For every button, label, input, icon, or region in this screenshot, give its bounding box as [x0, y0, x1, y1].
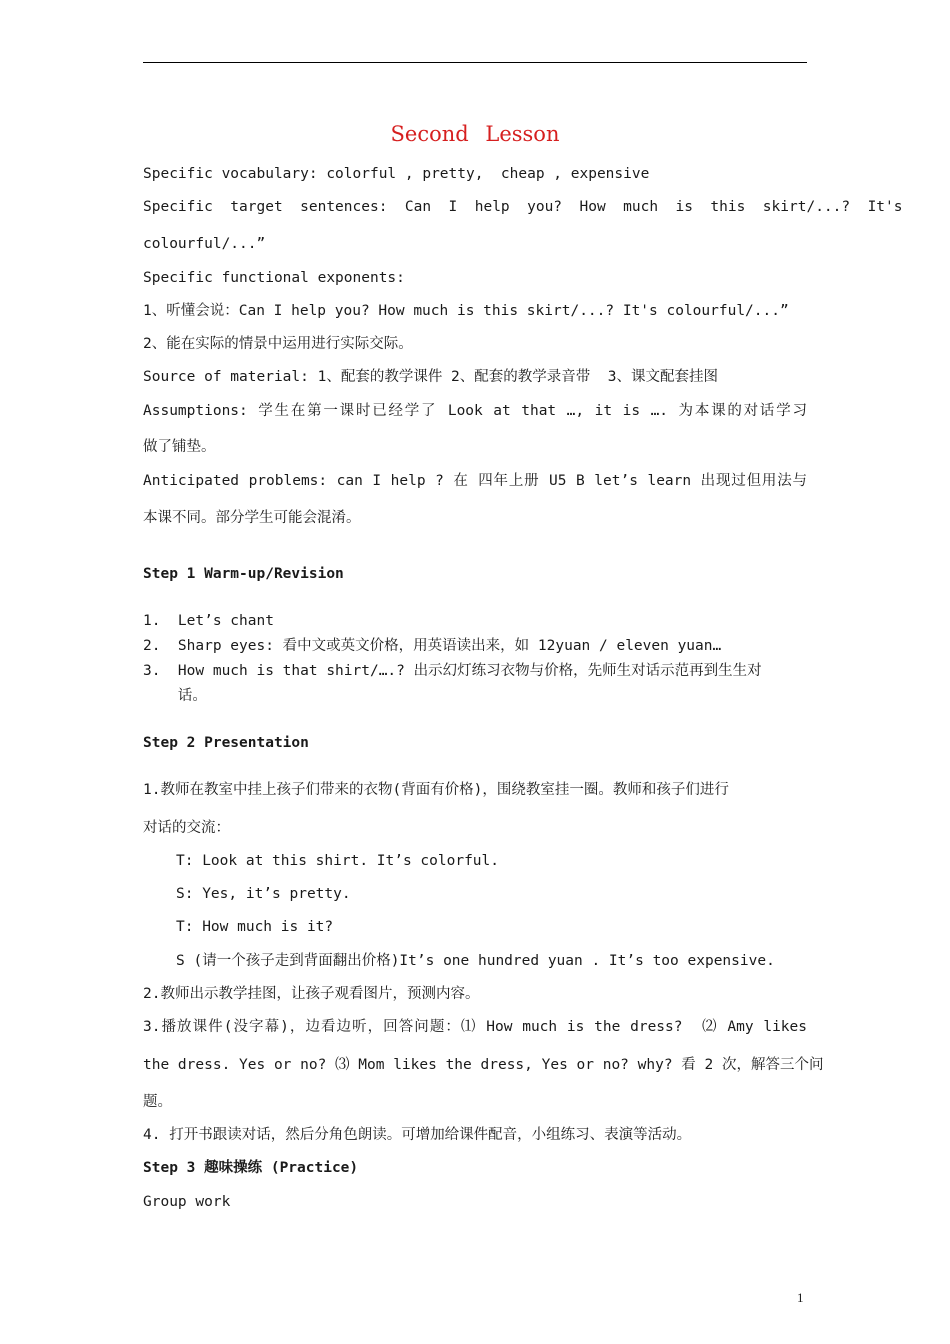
dialogue-line: S: Yes, it’s pretty. — [176, 886, 351, 902]
dialogue-line: T: Look at this shirt. It’s colorful. — [176, 853, 500, 869]
presentation-item-4: 4. 打开书跟读对话，然后分角色朗读。可增加给课件配音，小组练习、表演等活动。 — [143, 1127, 692, 1143]
presentation-item-1: 1.教师在教室中挂上孩子们带来的衣物(背面有价格)，围绕教室挂一圈。教师和孩子们进行 — [143, 782, 729, 798]
group-work-line: Group work — [143, 1194, 231, 1210]
presentation-item-3-end: 题。 — [143, 1094, 172, 1110]
dialogue-line: S (请一个孩子走到背面翻出价格)It’s one hundred yuan . It’s too expensive. — [176, 953, 775, 969]
target-sentences-cont: colourful/...” — [143, 236, 266, 252]
presentation-item-3: 3.播放课件(没字幕)，边看边听，回答问题：⑴ How much is the dress? ⑵ Amy likes — [143, 1019, 807, 1035]
functional-exponents-line: Specific functional exponents: — [143, 270, 405, 286]
step1-heading: Step 1 Warm-up/Revision — [143, 566, 344, 582]
target-sentences-line: Specific target sentences: Can I help you? How much is this skirt/...? It's — [143, 199, 903, 215]
presentation-item-2: 2.教师出示教学挂图，让孩子观看图片，预测内容。 — [143, 986, 480, 1002]
page-title: Second Lesson — [390, 122, 560, 146]
dialogue-line: T: How much is it? — [176, 919, 334, 935]
header-rule — [143, 62, 807, 63]
page-number: 1 — [797, 1290, 804, 1305]
list-item: 1. Let’s chant — [143, 613, 274, 629]
presentation-item-3-cont: the dress. Yes or no? ⑶ Mom likes the dress, Yes or no? why? 看 2 次，解答三个问 — [143, 1057, 824, 1073]
functional-item-2: 2、能在实际的情景中运用进行实际交际。 — [143, 336, 413, 352]
presentation-item-1-cont: 对话的交流： — [143, 820, 230, 836]
source-line: Source of material: 1、配套的教学课件 2、配套的教学录音带 3、课文配套挂图 — [143, 369, 718, 385]
step3-heading: Step 3 趣味操练 (Practice) — [143, 1160, 359, 1176]
assumptions-cont: 做了铺垫。 — [143, 439, 216, 455]
anticipated-problems-line: Anticipated problems: can I help ? 在 四年上册 U5 B let’s learn 出现过但用法与 — [143, 473, 807, 489]
step2-heading: Step 2 Presentation — [143, 735, 309, 751]
assumptions-line: Assumptions: 学生在第一课时已经学了 Look at that …, it is …. 为本课的对话学习 — [143, 403, 807, 419]
vocabulary-line: Specific vocabulary: colorful , pretty, cheap , expensive — [143, 166, 650, 182]
anticipated-problems-cont: 本课不同。部分学生可能会混淆。 — [143, 510, 361, 526]
list-item: 3. How much is that shirt/….? 出示幻灯练习衣物与价格，先师生对话示范再到生生对 — [143, 663, 762, 679]
functional-item-1: 1、听懂会说：Can I help you? How much is this skirt/...? It's colourful/...” — [143, 303, 789, 319]
list-item: 话。 — [143, 688, 207, 704]
list-item: 2. Sharp eyes: 看中文或英文价格，用英语读出来，如 12yuan / eleven yuan… — [143, 638, 722, 654]
